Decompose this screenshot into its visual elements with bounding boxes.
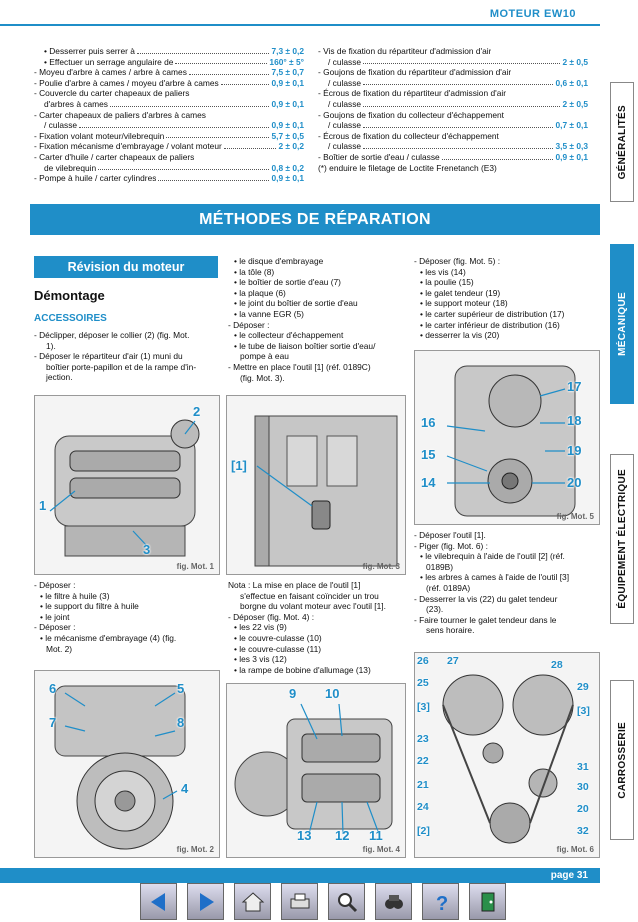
fig4-caption: fig. Mot. 4	[362, 845, 400, 854]
fig6-label-tool2: [2]	[417, 825, 430, 837]
engine-intake-illustration	[35, 396, 220, 575]
text-line: (réf. 0189A)	[426, 582, 471, 593]
spec-label: - Fixation volant moteur/vilebrequin	[34, 130, 165, 141]
fig5-label-20: 20	[567, 475, 582, 490]
spec-label: / culasse	[328, 77, 362, 88]
fig6-label-28: 28	[551, 659, 563, 671]
spec-label: / culasse	[328, 56, 362, 67]
spec-row	[318, 131, 588, 142]
text-line: borgne du volant moteur avec l'outil [1].	[240, 601, 386, 612]
specs-right	[318, 46, 588, 173]
text-line: - Déposer l'outil [1].	[414, 530, 486, 540]
spec-row	[318, 46, 588, 57]
fig3-caption: fig. Mot. 3	[362, 562, 400, 571]
text-line: • le disque d'embrayage	[234, 256, 324, 266]
spec-label: / culasse	[328, 98, 362, 109]
fig6-label-23: 23	[417, 733, 429, 745]
spec-row	[34, 99, 304, 110]
fig4-label-9: 9	[289, 686, 297, 701]
col2-top-text	[228, 256, 408, 383]
clutch-illustration	[35, 671, 220, 858]
dot-leader	[363, 141, 553, 149]
dot-leader	[189, 67, 270, 75]
fig6-label-24: 24	[417, 801, 429, 813]
text-line: - Déposer :	[34, 580, 76, 590]
text-line: • la vanne EGR (5)	[234, 308, 304, 319]
col1-top-text	[34, 330, 220, 383]
fig6-label-32: 32	[577, 825, 589, 837]
dot-leader	[166, 131, 269, 139]
fig2-label-4: 4	[181, 781, 189, 796]
text-line: - Desserrer la vis (22) du galet tendeur	[414, 593, 558, 604]
dot-leader	[110, 99, 269, 107]
text-line: • les 22 vis (9)	[234, 622, 287, 633]
text-line: - Faire tourner le galet tendeur dans le	[414, 614, 557, 625]
spec-label: - Écrous de fixation du répartiteur d'admission d'air	[318, 88, 507, 99]
fig1-label-2: 2	[193, 404, 201, 419]
spec-value: 0,8 ± 0,2	[271, 162, 304, 173]
spec-row	[318, 163, 588, 174]
dot-leader	[98, 163, 269, 171]
spec-value: 3,5 ± 0,3	[555, 141, 588, 152]
spec-row	[34, 141, 304, 152]
spec-label: / culasse	[328, 120, 362, 131]
spec-label: - Goujons de fixation du répartiteur d'admission d'air	[318, 67, 512, 78]
spec-value: 2 ± 0,5	[562, 98, 588, 109]
spec-value: 2 ± 0,5	[562, 56, 588, 67]
fig2-caption: fig. Mot. 2	[176, 845, 214, 854]
spec-label: - Écrous de fixation du collecteur d'échappement	[318, 130, 499, 141]
fig6-label-26: 26	[417, 655, 429, 667]
search-button[interactable]	[328, 883, 365, 920]
fig2-label-5: 5	[177, 681, 185, 696]
spec-label: / culasse	[328, 141, 362, 152]
spec-row	[34, 110, 304, 121]
figure-mot-1	[34, 395, 220, 575]
text-line: (fig. Mot. 3).	[240, 372, 285, 383]
spec-label: - Pompe à huile / carter cylindres	[34, 173, 157, 184]
spec-value: 0,9 ± 0,1	[271, 173, 304, 184]
next-button[interactable]	[187, 883, 224, 920]
help-icon	[429, 890, 453, 914]
print-button[interactable]	[281, 883, 318, 920]
fig6-label-20: 20	[577, 803, 589, 815]
fig6-label-27: 27	[447, 655, 459, 667]
fig6-label-tool3-left: [3]	[417, 701, 430, 713]
text-line: • le carter inférieur de distribution (16)	[420, 319, 560, 330]
dot-leader	[363, 120, 553, 128]
spec-value: 0,7 ± 0,1	[555, 120, 588, 131]
text-line: • les vis (14)	[420, 266, 466, 277]
spec-label: - Carter chapeaux de paliers d'arbres à cames	[34, 109, 206, 120]
text-line: • le joint	[40, 611, 70, 622]
spec-row	[34, 67, 304, 78]
spec-row	[34, 57, 304, 68]
section-banner: MÉTHODES DE RÉPARATION	[30, 204, 600, 235]
text-line: pompe à eau	[240, 351, 289, 362]
spec-row	[318, 78, 588, 89]
section-heading: Démontage	[34, 288, 105, 303]
text-line: • le mécanisme d'embrayage (4) (fig.	[40, 632, 177, 643]
text-line: s'effectue en faisant coïncider un trou	[240, 590, 379, 601]
text-line: • la poulie (15)	[420, 277, 474, 288]
dot-leader	[363, 78, 553, 86]
tab-equipement-electrique[interactable]: ÉQUIPEMENT ÉLECTRIQUE	[610, 454, 634, 624]
dot-leader	[363, 57, 560, 65]
spec-row	[318, 141, 588, 152]
text-line: • le boîtier de sortie d'eau (7)	[234, 277, 341, 288]
spec-value: 5,7 ± 0,5	[271, 130, 304, 141]
dot-leader	[175, 57, 267, 65]
svg-text:?: ?	[435, 892, 448, 914]
spec-value: 0,9 ± 0,1	[271, 120, 304, 131]
text-line: • la plaque (6)	[234, 287, 286, 298]
spec-label: - Fixation mécanisme d'embrayage / volant moteur	[34, 141, 222, 152]
text-line: - Déposer (fig. Mot. 4) :	[228, 611, 315, 622]
fig6-label-22: 22	[417, 755, 429, 767]
spec-row	[34, 131, 304, 142]
text-line: • le collecteur d'échappement	[234, 330, 344, 341]
spec-row	[318, 120, 588, 131]
fig5-caption: fig. Mot. 5	[556, 512, 594, 521]
dot-leader	[137, 46, 270, 54]
text-line: 1).	[46, 340, 56, 351]
dot-leader	[158, 173, 269, 181]
fig1-label-3: 3	[143, 542, 151, 557]
fig6-caption: fig. Mot. 6	[556, 845, 594, 854]
text-line: • les arbres à cames à l'aide de l'outil [3]	[420, 572, 570, 583]
text-line: - Piger (fig. Mot. 6) :	[414, 540, 488, 551]
spec-label: - Moyeu d'arbre à cames / arbre à cames	[34, 67, 187, 78]
text-line: • le support du filtre à huile	[40, 601, 139, 612]
spec-label: - Boîtier de sortie d'eau / culasse	[318, 151, 440, 162]
timing-belt-illustration	[415, 653, 600, 858]
col3-mid-text	[414, 530, 600, 636]
text-line: sens horaire.	[426, 625, 475, 636]
fig5-label-17: 17	[567, 379, 582, 394]
spec-label: de vilebrequin	[44, 162, 97, 173]
text-line: • desserrer la vis (20)	[420, 330, 500, 341]
fig4-label-10: 10	[325, 686, 340, 701]
fig6-label-25: 25	[417, 677, 429, 689]
prev-button[interactable]	[140, 883, 177, 920]
tab-mecanique[interactable]: MÉCANIQUE	[610, 244, 634, 404]
fig6-label-30: 30	[577, 781, 589, 793]
dot-leader	[363, 99, 560, 107]
col1-mid-text	[34, 580, 220, 654]
spec-label: / culasse	[44, 120, 78, 131]
text-line: - Déposer :	[228, 319, 270, 330]
spec-row	[34, 152, 304, 163]
text-line: Mot. 2)	[46, 643, 73, 654]
text-line: • le galet tendeur (19)	[420, 287, 501, 298]
spec-label: - Vis de fixation du répartiteur d'admission d'air	[318, 46, 492, 56]
section-subheading: ACCESSOIRES	[34, 313, 107, 324]
home-icon	[241, 890, 265, 914]
text-line: • le couvre-culasse (10)	[234, 632, 322, 643]
spec-row	[34, 173, 304, 184]
flywheel-tool-illustration	[227, 396, 406, 575]
text-line: • la tôle (8)	[234, 266, 275, 277]
navigation-bar	[118, 883, 528, 922]
search-icon	[335, 890, 359, 914]
fig5-label-18: 18	[567, 413, 582, 428]
text-line: - Déposer le répartiteur d'air (1) muni du	[34, 351, 183, 362]
fig3-label-tool: [1]	[231, 458, 247, 473]
spec-value: 0,9 ± 0,1	[555, 151, 588, 162]
page-number: page 31	[550, 870, 588, 881]
spec-label: - Carter d'huile / carter chapeaux de paliers	[34, 151, 195, 162]
find-icon	[382, 890, 406, 914]
help-button[interactable]	[422, 883, 459, 920]
spec-label: (*) enduire le filetage de Loctite Frenetanch (E3)	[318, 162, 497, 173]
fig5-label-19: 19	[567, 443, 582, 458]
spec-row	[318, 110, 588, 121]
fig4-label-13: 13	[297, 828, 312, 843]
next-icon	[194, 890, 218, 914]
timing-cover-illustration	[415, 351, 600, 525]
section-box: Révision du moteur	[34, 256, 218, 278]
text-line: • le vilebrequin à l'aide de l'outil [2] (réf.	[420, 551, 565, 562]
fig2-label-6: 6	[49, 681, 57, 696]
figure-mot-3	[226, 395, 406, 575]
fig6-label-tool3-right: [3]	[577, 705, 590, 717]
dot-leader	[221, 78, 270, 86]
text-line: (23).	[426, 604, 444, 615]
spec-value: 7,5 ± 0,7	[271, 67, 304, 78]
spec-row	[34, 88, 304, 99]
spec-row	[34, 78, 304, 89]
spec-label: - Poulie d'arbre à cames / moyeu d'arbre à cames	[34, 77, 219, 88]
text-line: • le joint du boîtier de sortie d'eau	[234, 298, 358, 309]
col3-top-text	[414, 256, 600, 341]
fig5-label-15: 15	[421, 447, 436, 462]
text-line: - Déposer :	[34, 622, 76, 633]
fig2-label-7: 7	[49, 715, 57, 730]
figure-mot-4	[226, 683, 406, 858]
exit-button[interactable]	[469, 883, 506, 920]
exit-icon	[476, 890, 500, 914]
fig5-label-14: 14	[421, 475, 436, 490]
text-line: • le support moteur (18)	[420, 298, 508, 309]
spec-value: 160° ± 5°	[269, 56, 304, 67]
tab-carrosserie[interactable]: CARROSSERIE	[610, 680, 634, 840]
spec-row	[34, 120, 304, 131]
tab-generalites[interactable]: GÉNÉRALITÉS	[610, 82, 634, 202]
spec-row	[34, 46, 304, 57]
text-line: - Mettre en place l'outil [1] (réf. 0189C)	[228, 361, 371, 372]
home-button[interactable]	[234, 883, 271, 920]
print-icon	[288, 890, 312, 914]
text-line: Nota : La mise en place de l'outil [1]	[228, 580, 361, 590]
col2-mid-text	[228, 580, 408, 675]
spec-row	[318, 152, 588, 163]
header-title: MOTEUR EW10	[489, 8, 576, 20]
text-line: boîtier porte-papillon et de la rampe d'in-	[46, 361, 197, 372]
spec-row	[318, 99, 588, 110]
fig1-label-1: 1	[39, 498, 47, 513]
spec-label: • Effectuer un serrage angulaire de	[44, 56, 174, 67]
spec-row	[318, 88, 588, 99]
text-line: 0189B)	[426, 561, 454, 572]
text-line: • le carter supérieur de distribution (17)	[420, 308, 565, 319]
text-line: • le tube de liaison boîtier sortie d'eau/	[234, 340, 376, 351]
spec-value: 0,9 ± 0,1	[271, 98, 304, 109]
spec-value: 0,9 ± 0,1	[271, 77, 304, 88]
spec-value: 7,3 ± 0,2	[271, 46, 304, 56]
find-button[interactable]	[375, 883, 412, 920]
text-line: • le filtre à huile (3)	[40, 590, 110, 601]
specs-left	[34, 46, 304, 184]
dot-leader	[442, 152, 554, 160]
prev-icon	[147, 890, 171, 914]
text-line: - Déposer (fig. Mot. 5) :	[414, 256, 501, 266]
text-line: jection.	[46, 372, 73, 383]
figure-mot-5	[414, 350, 600, 525]
spec-row	[34, 163, 304, 174]
spec-row	[318, 57, 588, 68]
figure-mot-6	[414, 652, 600, 858]
text-line: • les 3 vis (12)	[234, 654, 287, 665]
spec-label: - Couvercle du carter chapeaux de paliers	[34, 88, 190, 99]
dot-leader	[224, 141, 277, 149]
spec-label: d'arbres à cames	[44, 98, 108, 109]
spec-label: - Goujons de fixation du collecteur d'échappement	[318, 109, 504, 120]
page-header	[0, 0, 600, 26]
footer-bar	[0, 868, 600, 883]
fig6-label-29: 29	[577, 681, 589, 693]
fig6-label-31: 31	[577, 761, 589, 773]
text-line: • la rampe de bobine d'allumage (13)	[234, 664, 371, 675]
text-line: - Déclipper, déposer le collier (2) (fig. Mot.	[34, 330, 190, 340]
fig1-caption: fig. Mot. 1	[176, 562, 214, 571]
fig2-label-8: 8	[177, 715, 185, 730]
spec-row	[318, 67, 588, 78]
fig4-label-12: 12	[335, 828, 350, 843]
spec-value: 0,6 ± 0,1	[555, 77, 588, 88]
figure-mot-2	[34, 670, 220, 858]
spec-value: 2 ± 0,2	[278, 141, 304, 152]
dot-leader	[79, 120, 269, 128]
fig6-label-21: 21	[417, 779, 429, 791]
fig5-label-16: 16	[421, 415, 436, 430]
spec-label: • Desserrer puis serrer à	[44, 46, 135, 56]
fig4-label-11: 11	[369, 828, 383, 843]
text-line: • le couvre-culasse (11)	[234, 643, 322, 654]
